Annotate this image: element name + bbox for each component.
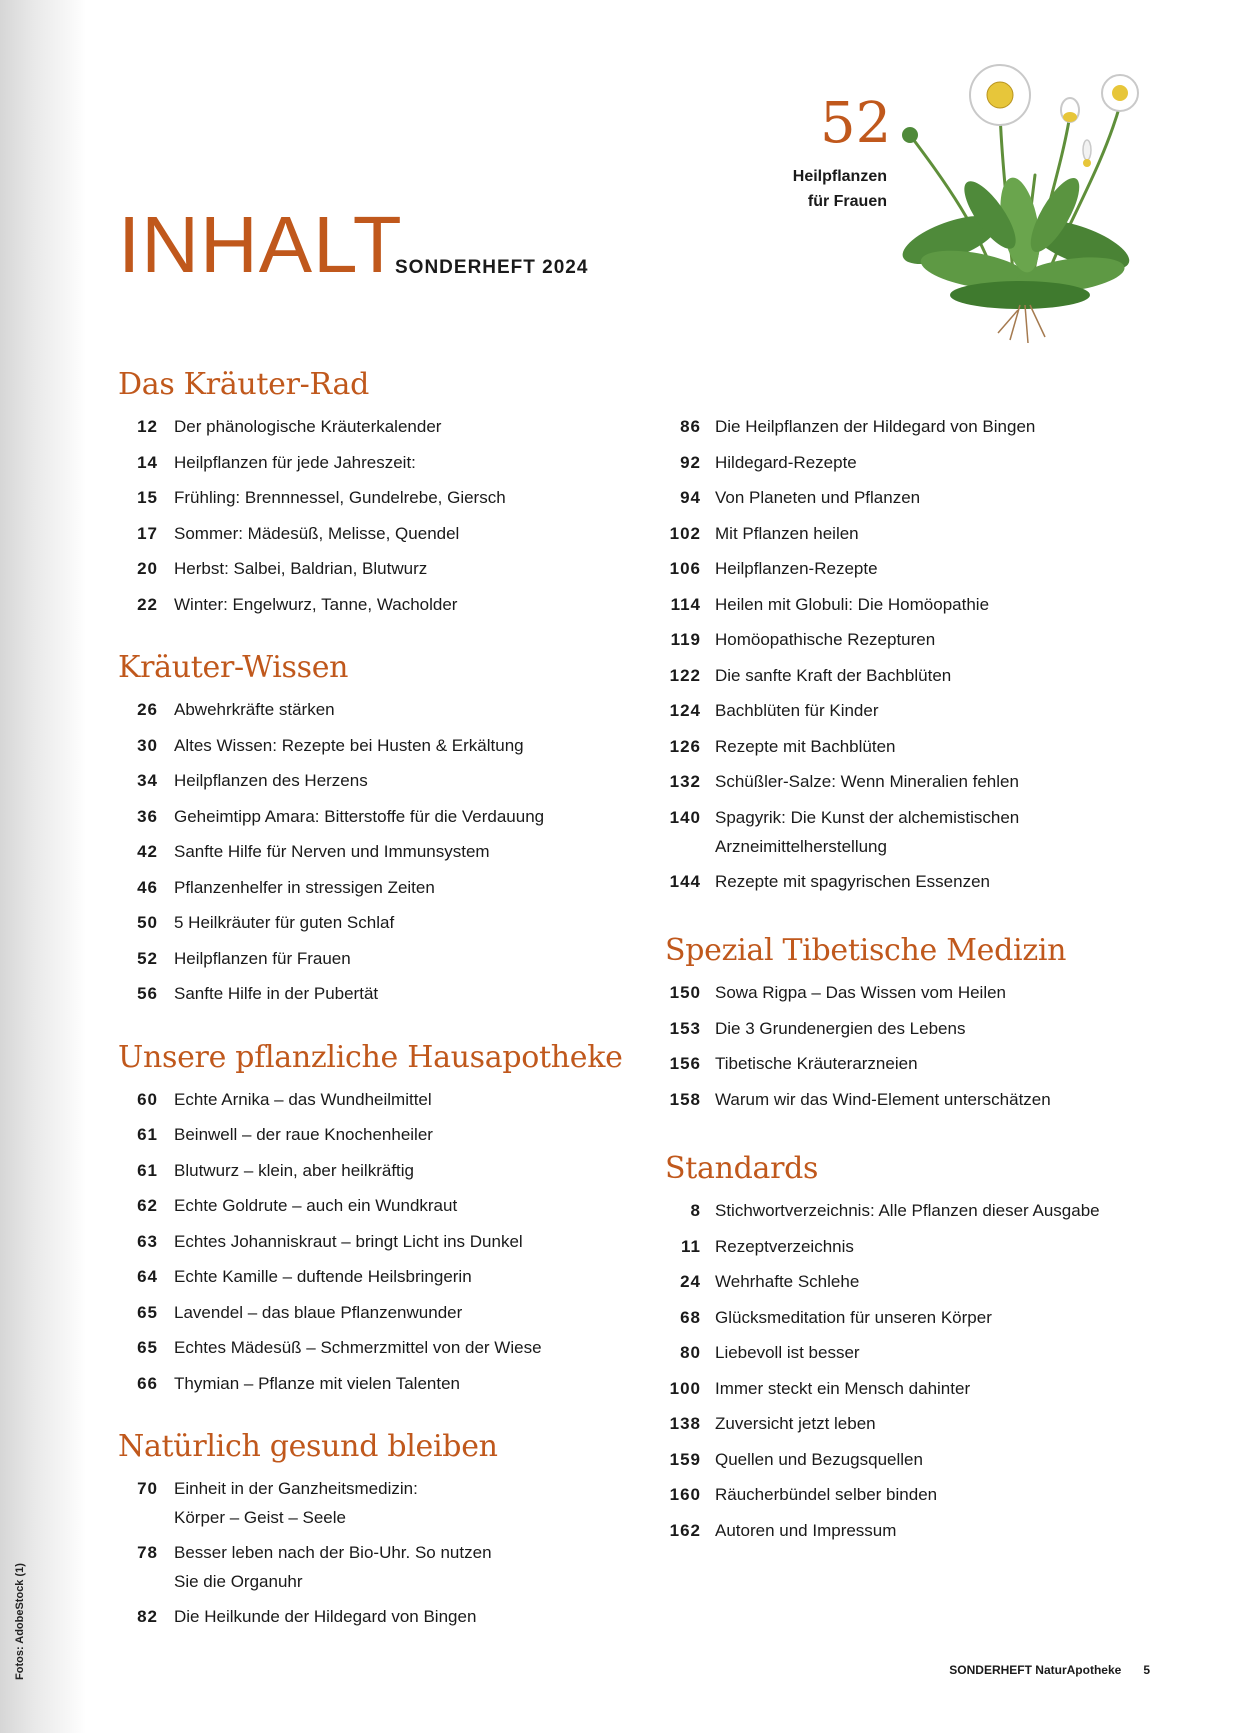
- toc-entry-title: [158, 905, 394, 941]
- section-heading: Unsere pflanzliche Hausapotheke: [118, 1039, 623, 1075]
- toc-entry-title: [158, 1366, 460, 1402]
- toc-entry-line: Räucherbündel selber binden: [715, 1485, 938, 1504]
- toc-entry-line: Heilpflanzen des Herzens: [174, 771, 368, 790]
- toc-page-number: 153: [669, 1018, 701, 1038]
- toc-page-number: 92: [680, 452, 701, 472]
- toc-entry-line: Wehrhafte Schlehe: [715, 1272, 860, 1291]
- toc-entry-title: [158, 1538, 492, 1596]
- toc-page-number: 106: [669, 559, 701, 578]
- toc-entry-line: Der phänologische Kräuterkalender: [174, 417, 442, 436]
- toc-page-number: 66: [137, 1373, 158, 1393]
- toc-entry[interactable]: [665, 864, 1185, 900]
- page-spine-shadow: [0, 0, 86, 1733]
- toc-entry-line: Sanfte Hilfe in der Pubertät: [174, 984, 379, 1003]
- section-spacer: [665, 1117, 1185, 1149]
- toc-entry[interactable]: [665, 480, 1185, 516]
- toc-entry-line: Immer steckt ein Mensch dahinter: [715, 1378, 971, 1398]
- toc-entry-title: [701, 1300, 992, 1336]
- toc-entry-line: Geheimtipp Amara: Bitterstoffe für die Verdauung: [174, 806, 545, 826]
- toc-entry-title: [701, 480, 920, 516]
- toc-entry-line: Heilpflanzen für jede Jahreszeit:: [174, 452, 416, 472]
- toc-page-number: 17: [137, 523, 158, 543]
- toc-entry-line: Schüßler-Salze: Wenn Mineralien fehlen: [715, 772, 1019, 791]
- toc-entry-title: [701, 1406, 876, 1442]
- toc-entry-line: Echtes Mädesüß – Schmerzmittel von der Wiese: [174, 1338, 542, 1357]
- toc-entry[interactable]: [665, 1406, 1185, 1442]
- toc-entry[interactable]: [118, 1295, 658, 1331]
- toc-entry-title: [701, 1264, 859, 1300]
- toc-entry-line: Heilen mit Globuli: Die Homöopathie: [715, 594, 990, 614]
- toc-entry[interactable]: [665, 1371, 1185, 1407]
- toc-entry-line: Lavendel – das blaue Pflanzenwunder: [174, 1302, 463, 1322]
- toc-page-number: 160: [669, 1485, 701, 1504]
- toc-entry-line: Arzneimittelherstellung: [715, 836, 887, 856]
- toc-entry[interactable]: [118, 1330, 658, 1366]
- toc-entry-line: Echte Goldrute – auch ein Wundkraut: [174, 1196, 458, 1215]
- toc-entry[interactable]: [665, 1011, 1185, 1047]
- toc-entry[interactable]: [665, 764, 1185, 800]
- toc-entry[interactable]: [665, 587, 1185, 623]
- toc-entry-title: [158, 1117, 433, 1153]
- toc-entry[interactable]: [118, 1117, 658, 1153]
- toc-page-number: 70: [137, 1479, 158, 1498]
- toc-entry-title: [158, 799, 544, 835]
- toc-entry-line: Warum wir das Wind-Element unterschätzen: [715, 1089, 1051, 1109]
- toc-entry[interactable]: [665, 1477, 1185, 1513]
- toc-entry-title: [701, 803, 1019, 861]
- toc-entry-title: [701, 864, 990, 900]
- toc-page-number: 20: [137, 559, 158, 578]
- toc-entry[interactable]: [118, 799, 658, 835]
- toc-entry[interactable]: [665, 658, 1185, 694]
- toc-entry[interactable]: [118, 1599, 658, 1635]
- teaser-line-2: für Frauen: [807, 193, 887, 210]
- toc-page-number: 144: [669, 871, 701, 891]
- toc-entry-title: [158, 409, 441, 445]
- section-heading: Natürlich gesund bleiben: [118, 1429, 498, 1464]
- toc-entry-title: [701, 1011, 965, 1047]
- toc-entry-title: [701, 445, 857, 481]
- toc-entry-title: [158, 834, 490, 870]
- toc-entry-line: Von Planeten und Pflanzen: [715, 488, 921, 507]
- toc-entry[interactable]: [118, 587, 658, 623]
- toc-entry-title: [158, 480, 506, 516]
- toc-entry-title: [158, 1295, 462, 1331]
- toc-entry-title: [701, 658, 951, 694]
- daisy-plant-illustration: [880, 55, 1170, 345]
- toc-entry[interactable]: [665, 1193, 1185, 1229]
- toc-entry-line: Rezepte mit Bachblüten: [715, 736, 896, 756]
- toc-page-number: 102: [669, 523, 701, 543]
- toc-page-number: 159: [669, 1449, 701, 1469]
- toc-entry-title: [158, 587, 457, 623]
- toc-entry[interactable]: [118, 1224, 658, 1260]
- toc-entry-line: Quellen und Bezugsquellen: [715, 1449, 923, 1469]
- toc-entry-title: [701, 693, 879, 729]
- toc-entry-title: [701, 1046, 918, 1082]
- toc-entry-title: [158, 870, 435, 906]
- toc-entry-title: [701, 516, 859, 552]
- toc-entry-title: [701, 409, 1035, 445]
- toc-entry-title: [701, 622, 935, 658]
- toc-entry-line: Heilpflanzen-Rezepte: [715, 559, 878, 578]
- toc-entry[interactable]: [665, 409, 1185, 445]
- toc-entry-line: Mit Pflanzen heilen: [715, 523, 859, 543]
- toc-page-number: 15: [137, 488, 158, 507]
- toc-entry-title: [701, 729, 896, 765]
- teaser-line-1: Heilpflanzen: [792, 168, 887, 185]
- toc-entry[interactable]: [118, 976, 658, 1012]
- toc-entry-title: [701, 1082, 1051, 1118]
- toc-entry[interactable]: [118, 870, 658, 906]
- toc-entry[interactable]: [118, 834, 658, 870]
- toc-page-number: 82: [137, 1607, 158, 1626]
- toc-entry-line: Körper – Geist – Seele: [174, 1508, 346, 1527]
- toc-entry[interactable]: [665, 1300, 1185, 1336]
- toc-entry-line: Die 3 Grundenergien des Lebens: [715, 1018, 966, 1038]
- toc-entry-title: [701, 1193, 1100, 1229]
- toc-entry-title: [158, 551, 427, 587]
- toc-entry-title: [701, 551, 878, 587]
- toc-entry[interactable]: [665, 1513, 1185, 1549]
- toc-entry-title: [701, 975, 1006, 1011]
- toc-entry-line: Die Heilkunde der Hildegard von Bingen: [174, 1607, 477, 1626]
- toc-entry[interactable]: [665, 622, 1185, 658]
- toc-entry[interactable]: [118, 1153, 658, 1189]
- toc-page-number: 158: [669, 1089, 701, 1109]
- toc-entry[interactable]: [665, 975, 1185, 1011]
- flower-bud-small: [1083, 140, 1091, 167]
- toc-entry-line: Glücksmeditation für unseren Körper: [715, 1307, 992, 1327]
- toc-entry[interactable]: [665, 445, 1185, 481]
- section-spacer: [118, 1401, 658, 1427]
- toc-page-number: 64: [137, 1267, 158, 1286]
- toc-entry[interactable]: [118, 409, 658, 445]
- toc-entry-title: [158, 1474, 418, 1532]
- toc-page-number: 56: [137, 984, 158, 1003]
- toc-entry-title: [158, 445, 416, 481]
- toc-entry-line: Stichwortverzeichnis: Alle Pflanzen dieser Ausgabe: [715, 1201, 1100, 1220]
- toc-entry-title: [701, 1477, 937, 1513]
- toc-entry-line: 5 Heilkräuter für guten Schlaf: [174, 913, 395, 932]
- toc-entry-line: Homöopathische Rezepturen: [715, 630, 936, 649]
- toc-page-number: 63: [137, 1231, 158, 1251]
- flower-bud-middle: [1061, 98, 1079, 122]
- toc-entry[interactable]: [118, 1366, 658, 1402]
- toc-entry[interactable]: [118, 941, 658, 977]
- toc-entry-line: Winter: Engelwurz, Tanne, Wacholder: [174, 594, 458, 614]
- toc-entry-title: [158, 728, 524, 764]
- toc-entry[interactable]: [118, 480, 658, 516]
- toc-page-number: 30: [137, 735, 158, 755]
- toc-entry-line: Frühling: Brennnessel, Gundelrebe, Giersch: [174, 488, 506, 507]
- toc-entry[interactable]: [118, 1188, 658, 1224]
- toc-entry-line: Abwehrkräfte stärken: [174, 700, 335, 719]
- toc-entry-title: [158, 1224, 523, 1260]
- toc-entry-line: Autoren und Impressum: [715, 1520, 897, 1540]
- toc-entry[interactable]: [665, 1442, 1185, 1478]
- toc-entry-title: [158, 516, 459, 552]
- toc-entry-title: [158, 763, 368, 799]
- photo-credit: Fotos: AdobeStock (1): [14, 1563, 26, 1680]
- toc-page-number: 36: [137, 806, 158, 826]
- toc-entry-line: Sommer: Mädesüß, Melisse, Quendel: [174, 523, 460, 543]
- toc-entry-line: Sie die Organuhr: [174, 1572, 303, 1591]
- toc-entry-line: Hildegard-Rezepte: [715, 452, 857, 472]
- toc-entry-title: [158, 1153, 414, 1189]
- toc-page-number: 62: [137, 1196, 158, 1215]
- toc-entry[interactable]: [118, 692, 658, 728]
- toc-page-number: 61: [137, 1160, 158, 1180]
- toc-entry[interactable]: [118, 1535, 658, 1599]
- toc-page-number: 140: [669, 807, 701, 827]
- toc-page-number: 68: [680, 1307, 701, 1327]
- page-title: INHALT: [118, 200, 403, 289]
- toc-page-number: 14: [137, 452, 158, 472]
- toc-entry[interactable]: [665, 516, 1185, 552]
- toc-entry[interactable]: [665, 729, 1185, 765]
- toc-page-number: 78: [137, 1543, 158, 1562]
- toc-entry-line: Blutwurz – klein, aber heilkräftig: [174, 1160, 415, 1180]
- toc-entry[interactable]: [665, 1082, 1185, 1118]
- toc-page-number: 50: [137, 913, 158, 932]
- toc-entry-title: [701, 1513, 896, 1549]
- toc-page-number: 24: [680, 1272, 701, 1291]
- toc-page-number: 26: [137, 700, 158, 719]
- toc-entry-title: [158, 1188, 457, 1224]
- toc-entry-title: [701, 764, 1019, 800]
- toc-page-number: 124: [669, 701, 701, 720]
- toc-entry[interactable]: [665, 1335, 1185, 1371]
- toc-entry-line: Die sanfte Kraft der Bachblüten: [715, 665, 952, 685]
- page-footer: [949, 1663, 1150, 1677]
- toc-page-number: 122: [669, 665, 701, 685]
- toc-page-number: 65: [137, 1302, 158, 1322]
- toc-page-number: 65: [137, 1338, 158, 1357]
- toc-entry-line: Tibetische Kräuterarzneien: [715, 1054, 918, 1073]
- toc-entry[interactable]: [118, 728, 658, 764]
- toc-entry-line: Pflanzenhelfer in stressigen Zeiten: [174, 877, 435, 897]
- toc-page-number: 11: [681, 1236, 701, 1256]
- footer-label: SONDERHEFT NaturApotheke: [949, 1663, 1122, 1677]
- teaser-number[interactable]: 52: [820, 91, 892, 156]
- toc-entry-line: Echte Kamille – duftende Heilsbringerin: [174, 1267, 472, 1286]
- toc-page-number: 94: [680, 488, 701, 507]
- toc-entry[interactable]: [118, 1471, 658, 1535]
- toc-entry-title: [158, 1330, 542, 1366]
- toc-page-number: 80: [680, 1343, 701, 1362]
- toc-entry-title: [701, 1442, 923, 1478]
- toc-page-number: 34: [137, 771, 158, 790]
- toc-entry[interactable]: [118, 1082, 658, 1118]
- toc-page-number: 46: [137, 877, 158, 897]
- section-heading: Kräuter-Wissen: [118, 650, 349, 685]
- toc-entry[interactable]: [118, 445, 658, 481]
- toc-page-number: 86: [680, 417, 701, 436]
- toc-entry-line: Spagyrik: Die Kunst der alchemistischen: [715, 807, 1020, 827]
- plant-leaves: [897, 172, 1135, 309]
- toc-entry-line: Zuversicht jetzt leben: [715, 1414, 876, 1433]
- section-spacer: [665, 899, 1185, 931]
- toc-entry-line: Herbst: Salbei, Baldrian, Blutwurz: [174, 559, 428, 578]
- toc-left-column: [118, 365, 658, 1635]
- toc-entry[interactable]: [118, 551, 658, 587]
- toc-page-number: 119: [670, 630, 701, 649]
- toc-entry-title: [158, 1599, 476, 1635]
- toc-entry[interactable]: [665, 800, 1185, 864]
- toc-page-number: 114: [670, 594, 701, 614]
- toc-entry-line: Rezepte mit spagyrischen Essenzen: [715, 871, 990, 891]
- toc-entry-title: [158, 1082, 432, 1118]
- toc-page-number: 156: [669, 1054, 701, 1073]
- toc-entry-title: [158, 1259, 472, 1295]
- toc-page-number: 60: [137, 1089, 158, 1109]
- toc-entry-title: [701, 1229, 854, 1265]
- section-heading: Das Kräuter-Rad: [118, 367, 369, 402]
- toc-entry-title: [701, 1371, 970, 1407]
- toc-page-number: 138: [669, 1414, 701, 1433]
- toc-entry-line: Sanfte Hilfe für Nerven und Immunsystem: [174, 842, 490, 861]
- toc-entry[interactable]: [665, 1229, 1185, 1265]
- toc-entry[interactable]: [665, 1264, 1185, 1300]
- toc-entry[interactable]: [118, 1259, 658, 1295]
- toc-page-number: 61: [137, 1125, 158, 1144]
- toc-entry-title: [158, 941, 351, 977]
- toc-entry-line: Beinwell – der raue Knochenheiler: [174, 1125, 433, 1144]
- toc-entry[interactable]: [118, 516, 658, 552]
- toc-entry-line: Bachblüten für Kinder: [715, 701, 879, 720]
- toc-entry[interactable]: [118, 763, 658, 799]
- toc-entry-title: [158, 976, 378, 1012]
- toc-page-number: 132: [669, 772, 701, 791]
- toc-page-number: 12: [137, 417, 158, 436]
- toc-page-number: 42: [137, 842, 158, 861]
- section-heading: Standards: [665, 1151, 819, 1186]
- toc-entry-line: Besser leben nach der Bio-Uhr. So nutzen: [174, 1543, 492, 1562]
- toc-entry-title: [701, 587, 989, 623]
- toc-entry-line: Echtes Johanniskraut – bringt Licht ins Dunkel: [174, 1231, 523, 1251]
- toc-page-number: 100: [669, 1378, 701, 1398]
- toc-entry-title: [158, 692, 335, 728]
- toc-entry-line: Heilpflanzen für Frauen: [174, 948, 351, 968]
- footer-page-number: 5: [1143, 1663, 1150, 1677]
- toc-entry-title: [701, 1335, 860, 1371]
- toc-entry[interactable]: [665, 551, 1185, 587]
- teaser-text[interactable]: [793, 164, 887, 214]
- section-spacer: [118, 1012, 658, 1038]
- toc-entry[interactable]: [665, 1046, 1185, 1082]
- toc-page-number: 162: [669, 1520, 701, 1540]
- toc-page-number: 126: [669, 736, 701, 756]
- toc-entry-line: Die Heilpflanzen der Hildegard von Bingen: [715, 417, 1036, 436]
- toc-entry-line: Einheit in der Ganzheitsmedizin:: [174, 1479, 418, 1498]
- toc-entry-line: Rezeptverzeichnis: [715, 1236, 854, 1256]
- toc-entry-line: Sowa Rigpa – Das Wissen vom Heilen: [715, 983, 1007, 1002]
- toc-page-number: 150: [669, 983, 701, 1002]
- section-heading: Spezial Tibetische Medizin: [665, 933, 1067, 968]
- issue-subtitle: SONDERHEFT 2024: [395, 257, 589, 278]
- flower-bud-left: [902, 127, 918, 143]
- flower-head-right: [1102, 75, 1138, 111]
- toc-page-number: 22: [137, 594, 158, 614]
- toc-entry-line: Echte Arnika – das Wundheilmittel: [174, 1089, 432, 1109]
- toc-entry-line: Thymian – Pflanze mit vielen Talenten: [174, 1373, 461, 1393]
- toc-entry[interactable]: [118, 905, 658, 941]
- flower-head-large: [970, 65, 1030, 125]
- toc-page-number: 52: [137, 948, 158, 968]
- toc-entry[interactable]: [665, 693, 1185, 729]
- section-spacer: [118, 622, 658, 648]
- toc-right-column: [665, 409, 1185, 1548]
- plant-roots: [998, 305, 1045, 343]
- toc-entry-line: Altes Wissen: Rezepte bei Husten & Erkältung: [174, 735, 524, 755]
- toc-page-number: 8: [690, 1201, 701, 1220]
- toc-entry-line: Liebevoll ist besser: [715, 1343, 860, 1362]
